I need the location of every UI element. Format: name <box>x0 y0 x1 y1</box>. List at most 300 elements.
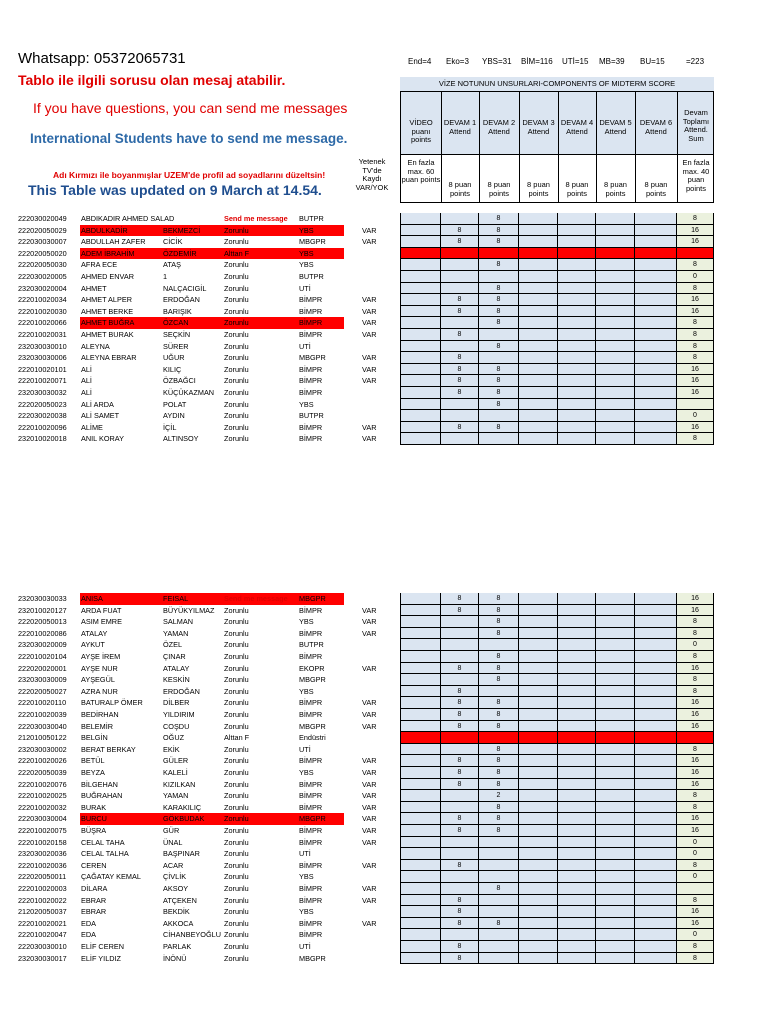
first-name: ABDULKADİR <box>81 225 128 235</box>
devam-2: 8 <box>478 399 518 411</box>
devam-1: 8 <box>440 294 478 306</box>
devam-1 <box>440 213 478 225</box>
yetenek-var: VAR <box>362 663 377 673</box>
devam-5 <box>595 744 634 756</box>
video-score <box>400 721 440 733</box>
devam-1 <box>440 790 478 802</box>
status: Zorunlu <box>224 756 249 766</box>
column-max-points: 8 puan points <box>487 180 511 198</box>
yetenek-var: VAR <box>362 237 377 247</box>
table-row <box>0 639 768 651</box>
devam-5 <box>595 259 634 271</box>
devam-2: 8 <box>478 259 518 271</box>
devam-sum: 8 <box>676 341 714 353</box>
devam-6 <box>634 825 676 837</box>
devam-5 <box>595 709 634 721</box>
devam-sum: 0 <box>676 837 714 849</box>
devam-3 <box>518 732 557 744</box>
devam-4 <box>557 709 595 721</box>
yetenek-var <box>362 259 392 271</box>
table-row <box>0 283 768 295</box>
student-id: 232030030033 <box>18 594 67 603</box>
first-name: AYKUT <box>81 640 105 650</box>
devam-6 <box>634 929 676 941</box>
department: BİMPR <box>299 698 323 708</box>
devam-4 <box>557 248 595 260</box>
devam-sum: 8 <box>676 953 714 965</box>
devam-sum: 8 <box>676 616 714 628</box>
devam-3 <box>518 225 557 237</box>
department: BİMPR <box>299 388 323 397</box>
devam-1: 8 <box>440 767 478 779</box>
status: Zorunlu <box>224 306 249 316</box>
last-name: KALELİ <box>163 768 188 777</box>
devam-1 <box>440 248 478 260</box>
first-name: BETÜL <box>81 756 105 766</box>
devam-sum: 16 <box>676 663 714 675</box>
student-id: 232030030017 <box>18 953 67 963</box>
department: BİMPR <box>299 884 323 893</box>
devam-5 <box>595 605 634 617</box>
devam-4 <box>557 813 595 825</box>
devam-3 <box>518 767 557 779</box>
devam-sum <box>676 883 714 895</box>
video-score <box>400 779 440 791</box>
last-name: ATAŞ <box>163 260 181 270</box>
devam-4 <box>557 628 595 640</box>
devam-sum: 8 <box>676 941 714 953</box>
status: Zorunlu <box>224 837 249 847</box>
status: Zorunlu <box>224 791 249 801</box>
status: Zorunlu <box>224 318 249 328</box>
devam-sum: 16 <box>676 721 714 733</box>
status: Zorunlu <box>224 930 249 940</box>
student-id: 222010020104 <box>18 652 67 661</box>
table-row <box>0 364 768 376</box>
department: BİMPR <box>299 318 323 328</box>
devam-6 <box>634 639 676 651</box>
devam-1: 8 <box>440 941 478 953</box>
devam-1: 8 <box>440 375 478 387</box>
video-score <box>400 941 440 953</box>
devam-2: 8 <box>478 883 518 895</box>
devam-3 <box>518 329 557 341</box>
first-name: ATALAY <box>81 628 108 638</box>
devam-1: 8 <box>440 825 478 837</box>
yetenek-var <box>362 848 392 860</box>
devam-6 <box>634 860 676 872</box>
devam-1: 8 <box>440 709 478 721</box>
devam-3 <box>518 709 557 721</box>
video-score <box>400 732 440 744</box>
devam-5 <box>595 825 634 837</box>
devam-4 <box>557 697 595 709</box>
devam-3 <box>518 860 557 872</box>
devam-5 <box>595 248 634 260</box>
department: BİMPR <box>299 652 323 661</box>
devam-3 <box>518 929 557 941</box>
first-name: ALİ ARDA <box>81 399 114 409</box>
devam-6 <box>634 674 676 686</box>
table-row <box>0 779 768 791</box>
first-name: AHMET BURAK <box>81 330 134 339</box>
devam-1: 8 <box>440 663 478 675</box>
video-score <box>400 593 440 605</box>
devam-6 <box>634 663 676 675</box>
devam-2: 8 <box>478 663 518 675</box>
department: BUTPR <box>299 214 324 223</box>
devam-6 <box>634 259 676 271</box>
midterm-score-bar: VİZE NOTUNUN UNSURLARI-COMPONENTS OF MIDTERM SCORE <box>400 77 714 91</box>
devam-sum: 16 <box>676 294 714 306</box>
devam-4 <box>557 317 595 329</box>
devam-sum: 8 <box>676 283 714 295</box>
student-id: 222010020031 <box>18 330 67 339</box>
devam-sum: 16 <box>676 755 714 767</box>
student-id: 232030030010 <box>18 341 67 351</box>
student-id: 222010020025 <box>18 791 67 801</box>
devam-5 <box>595 686 634 698</box>
devam-sum: 0 <box>676 929 714 941</box>
devam-2 <box>478 895 518 907</box>
devam-sum <box>676 399 714 411</box>
yetenek-var <box>362 410 392 422</box>
student-id: 232030030032 <box>18 388 67 397</box>
devam-3 <box>518 744 557 756</box>
column-max-points: 8 puan points <box>604 180 627 198</box>
video-score <box>400 744 440 756</box>
devam-4 <box>557 686 595 698</box>
devam-3 <box>518 697 557 709</box>
devam-6 <box>634 352 676 364</box>
count-uti: UTİ=15 <box>562 57 589 66</box>
devam-2: 8 <box>478 721 518 733</box>
devam-6 <box>634 941 676 953</box>
devam-6 <box>634 248 676 260</box>
yetenek-var <box>362 906 392 918</box>
table-row <box>0 732 768 744</box>
student-id: 232030030006 <box>18 353 67 363</box>
devam-3 <box>518 352 557 364</box>
devam-5 <box>595 422 634 434</box>
table-row <box>0 906 768 918</box>
devam-6 <box>634 767 676 779</box>
devam-1: 8 <box>440 364 478 376</box>
student-id: 232030030002 <box>18 744 67 754</box>
first-name: ALEYNA EBRAR <box>81 353 137 363</box>
table-row <box>0 651 768 663</box>
yetenek-var <box>362 744 392 756</box>
devam-2 <box>478 848 518 860</box>
student-id: 222020050011 <box>18 872 67 882</box>
devam-6 <box>634 651 676 663</box>
devam-1 <box>440 410 478 422</box>
devam-1: 8 <box>440 352 478 364</box>
video-score <box>400 294 440 306</box>
uzem-note: Adı Kırmızı ile boyanmışlar UZEM'de profil ad soyadlarını düzeltsin! <box>53 170 326 180</box>
status: Zorunlu <box>224 411 249 421</box>
devam-2: 8 <box>478 651 518 663</box>
devam-3 <box>518 213 557 225</box>
devam-5 <box>595 767 634 779</box>
student-id: 222010020110 <box>18 698 67 708</box>
devam-2: 8 <box>478 744 518 756</box>
devam-4 <box>557 387 595 399</box>
table-row <box>0 709 768 721</box>
devam-4 <box>557 883 595 895</box>
first-name: BERAT BERKAY <box>81 744 136 754</box>
last-name: DİLBER <box>163 698 190 708</box>
devam-6 <box>634 341 676 353</box>
table-row <box>0 953 768 965</box>
devam-6 <box>634 236 676 248</box>
department: BİMPR <box>299 376 323 386</box>
devam-5 <box>595 953 634 965</box>
first-name: AZRA NUR <box>81 686 118 696</box>
yetenek-var: VAR <box>362 884 377 893</box>
yetenek-var <box>362 387 392 399</box>
table-row <box>0 941 768 953</box>
devam-sum: 8 <box>676 352 714 364</box>
yetenek-var: VAR <box>362 918 377 928</box>
yetenek-var: VAR <box>362 225 377 235</box>
status: Zorunlu <box>224 605 249 615</box>
devam-2 <box>478 906 518 918</box>
last-name: NALÇACIGİL <box>163 283 207 293</box>
devam-5 <box>595 306 634 318</box>
devam-3 <box>518 837 557 849</box>
yetenek-var <box>362 639 392 651</box>
status: Zorunlu <box>224 663 249 673</box>
video-score <box>400 906 440 918</box>
video-score <box>400 213 440 225</box>
table-row <box>0 883 768 895</box>
student-id: 222030020005 <box>18 272 67 281</box>
devam-2: 8 <box>478 283 518 295</box>
first-name: BEYZA <box>81 768 105 777</box>
devam-1: 8 <box>440 918 478 930</box>
devam-3 <box>518 294 557 306</box>
yetenek-var <box>362 953 392 965</box>
last-name: ÖZDEMİR <box>163 248 197 258</box>
devam-1 <box>440 259 478 271</box>
video-score <box>400 674 440 686</box>
table-row <box>0 767 768 779</box>
video-score <box>400 605 440 617</box>
department: BİMPR <box>299 330 323 339</box>
video-score <box>400 953 440 965</box>
student-id: 222010020030 <box>18 306 67 316</box>
yetenek-var: VAR <box>362 617 377 627</box>
department: BİMPR <box>299 930 323 940</box>
table-row <box>0 663 768 675</box>
devam-4 <box>557 341 595 353</box>
table-row <box>0 790 768 802</box>
last-name: AYDIN <box>163 411 185 421</box>
last-name: UĞUR <box>163 353 185 363</box>
devam-3 <box>518 639 557 651</box>
department: MBGPR <box>299 594 326 603</box>
yetenek-var: VAR <box>362 605 377 615</box>
last-name: BÜYÜKYILMAZ <box>163 605 215 615</box>
status: Zorunlu <box>224 399 249 409</box>
student-id: 222030030010 <box>18 942 67 951</box>
first-name: BİLGEHAN <box>81 779 118 789</box>
devam-1 <box>440 848 478 860</box>
department: BİMPR <box>299 422 323 432</box>
student-id: 232030020009 <box>18 640 67 650</box>
devam-3 <box>518 779 557 791</box>
status: Zorunlu <box>224 422 249 432</box>
last-name: BAŞPINAR <box>163 849 200 859</box>
department: YBS <box>299 248 314 258</box>
devam-2: 8 <box>478 593 518 605</box>
student-id: 222010020022 <box>18 895 67 905</box>
devam-2: 2 <box>478 790 518 802</box>
table-row <box>0 605 768 617</box>
devam-sum: 16 <box>676 422 714 434</box>
yetenek-var <box>362 399 392 411</box>
status: Zorunlu <box>224 942 249 951</box>
devam-6 <box>634 848 676 860</box>
devam-sum: 16 <box>676 375 714 387</box>
video-score <box>400 283 440 295</box>
first-name: AHMET ALPER <box>81 295 132 305</box>
first-name: ELİF CEREN <box>81 942 124 951</box>
devam-2: 8 <box>478 825 518 837</box>
column-max-points: 8 puan points <box>448 180 472 198</box>
table-row <box>0 616 768 628</box>
devam-3 <box>518 306 557 318</box>
student-id: 232010020127 <box>18 605 67 615</box>
first-name: ÇAĞATAY KEMAL <box>81 872 141 882</box>
table-row <box>0 802 768 814</box>
devam-6 <box>634 744 676 756</box>
video-score <box>400 433 440 445</box>
devam-2 <box>478 871 518 883</box>
devam-sum: 8 <box>676 744 714 756</box>
table-row <box>0 213 768 225</box>
student-id: 232010020018 <box>18 434 67 444</box>
last-name: EKİK <box>163 744 180 754</box>
video-score <box>400 248 440 260</box>
question-note-tr: Tablo ile ilgili sorusu olan mesaj atabilir. <box>18 72 286 88</box>
devam-4 <box>557 364 595 376</box>
devam-6 <box>634 294 676 306</box>
devam-5 <box>595 802 634 814</box>
devam-6 <box>634 779 676 791</box>
department: BİMPR <box>299 605 323 615</box>
devam-5 <box>595 593 634 605</box>
devam-sum <box>676 248 714 260</box>
devam-2: 8 <box>478 755 518 767</box>
devam-3 <box>518 871 557 883</box>
status: Zorunlu <box>224 721 249 731</box>
devam-6 <box>634 837 676 849</box>
devam-1: 8 <box>440 755 478 767</box>
devam-sum: 16 <box>676 225 714 237</box>
first-name: ALEYNA <box>81 341 110 351</box>
first-name: BATURALP ÖMER <box>81 698 143 708</box>
first-name: ALİ <box>81 364 92 374</box>
devam-2 <box>478 860 518 872</box>
table-row <box>0 755 768 767</box>
devam-2: 8 <box>478 306 518 318</box>
student-id: 212020050037 <box>18 907 67 917</box>
status: Zorunlu <box>224 341 249 351</box>
count-eko: Eko=3 <box>446 57 469 66</box>
devam-2 <box>478 433 518 445</box>
video-score <box>400 375 440 387</box>
devam-1: 8 <box>440 329 478 341</box>
department: BİMPR <box>299 434 323 444</box>
table-row <box>0 628 768 640</box>
devam-sum: 16 <box>676 709 714 721</box>
first-name: BUĞRAHAN <box>81 791 123 801</box>
devam-2: 8 <box>478 674 518 686</box>
column-max-points: En fazla max. 60 puan points <box>401 158 441 185</box>
devam-sum <box>676 732 714 744</box>
devam-4 <box>557 674 595 686</box>
department: MBGPR <box>299 353 326 363</box>
first-name: BELGİN <box>81 733 108 743</box>
devam-5 <box>595 906 634 918</box>
devam-2: 8 <box>478 387 518 399</box>
devam-2: 8 <box>478 236 518 248</box>
devam-3 <box>518 941 557 953</box>
devam-5 <box>595 341 634 353</box>
devam-6 <box>634 593 676 605</box>
last-name: SEÇKİN <box>163 330 191 339</box>
yetenek-var <box>362 271 392 283</box>
devam-1: 8 <box>440 236 478 248</box>
department: BUTPR <box>299 640 324 650</box>
devam-sum: 8 <box>676 433 714 445</box>
video-score <box>400 639 440 651</box>
devam-5 <box>595 918 634 930</box>
devam-4 <box>557 860 595 872</box>
first-name: CEREN <box>81 860 107 870</box>
department: BİMPR <box>299 306 323 316</box>
devam-3 <box>518 317 557 329</box>
devam-2 <box>478 329 518 341</box>
devam-4 <box>557 651 595 663</box>
devam-1 <box>440 628 478 640</box>
yetenek-var: VAR <box>362 721 377 731</box>
last-name: BEKMEZCİ <box>163 225 201 235</box>
status: Zorunlu <box>224 884 249 893</box>
devam-4 <box>557 767 595 779</box>
last-name: KARAKILIÇ <box>163 802 202 812</box>
devam-sum: 16 <box>676 918 714 930</box>
status: Zorunlu <box>224 364 249 374</box>
first-name: EDA <box>81 918 97 928</box>
devam-3 <box>518 341 557 353</box>
last-name: SÜRER <box>163 341 189 351</box>
devam-3 <box>518 895 557 907</box>
last-name: AKKOCA <box>163 918 194 928</box>
devam-4 <box>557 837 595 849</box>
devam-6 <box>634 918 676 930</box>
devam-4 <box>557 259 595 271</box>
devam-sum: 16 <box>676 306 714 318</box>
first-name: BURAK <box>81 802 107 812</box>
devam-3 <box>518 721 557 733</box>
status: Zorunlu <box>224 895 249 905</box>
department: MBGPR <box>299 237 326 247</box>
table-row <box>0 433 768 445</box>
devam-6 <box>634 697 676 709</box>
